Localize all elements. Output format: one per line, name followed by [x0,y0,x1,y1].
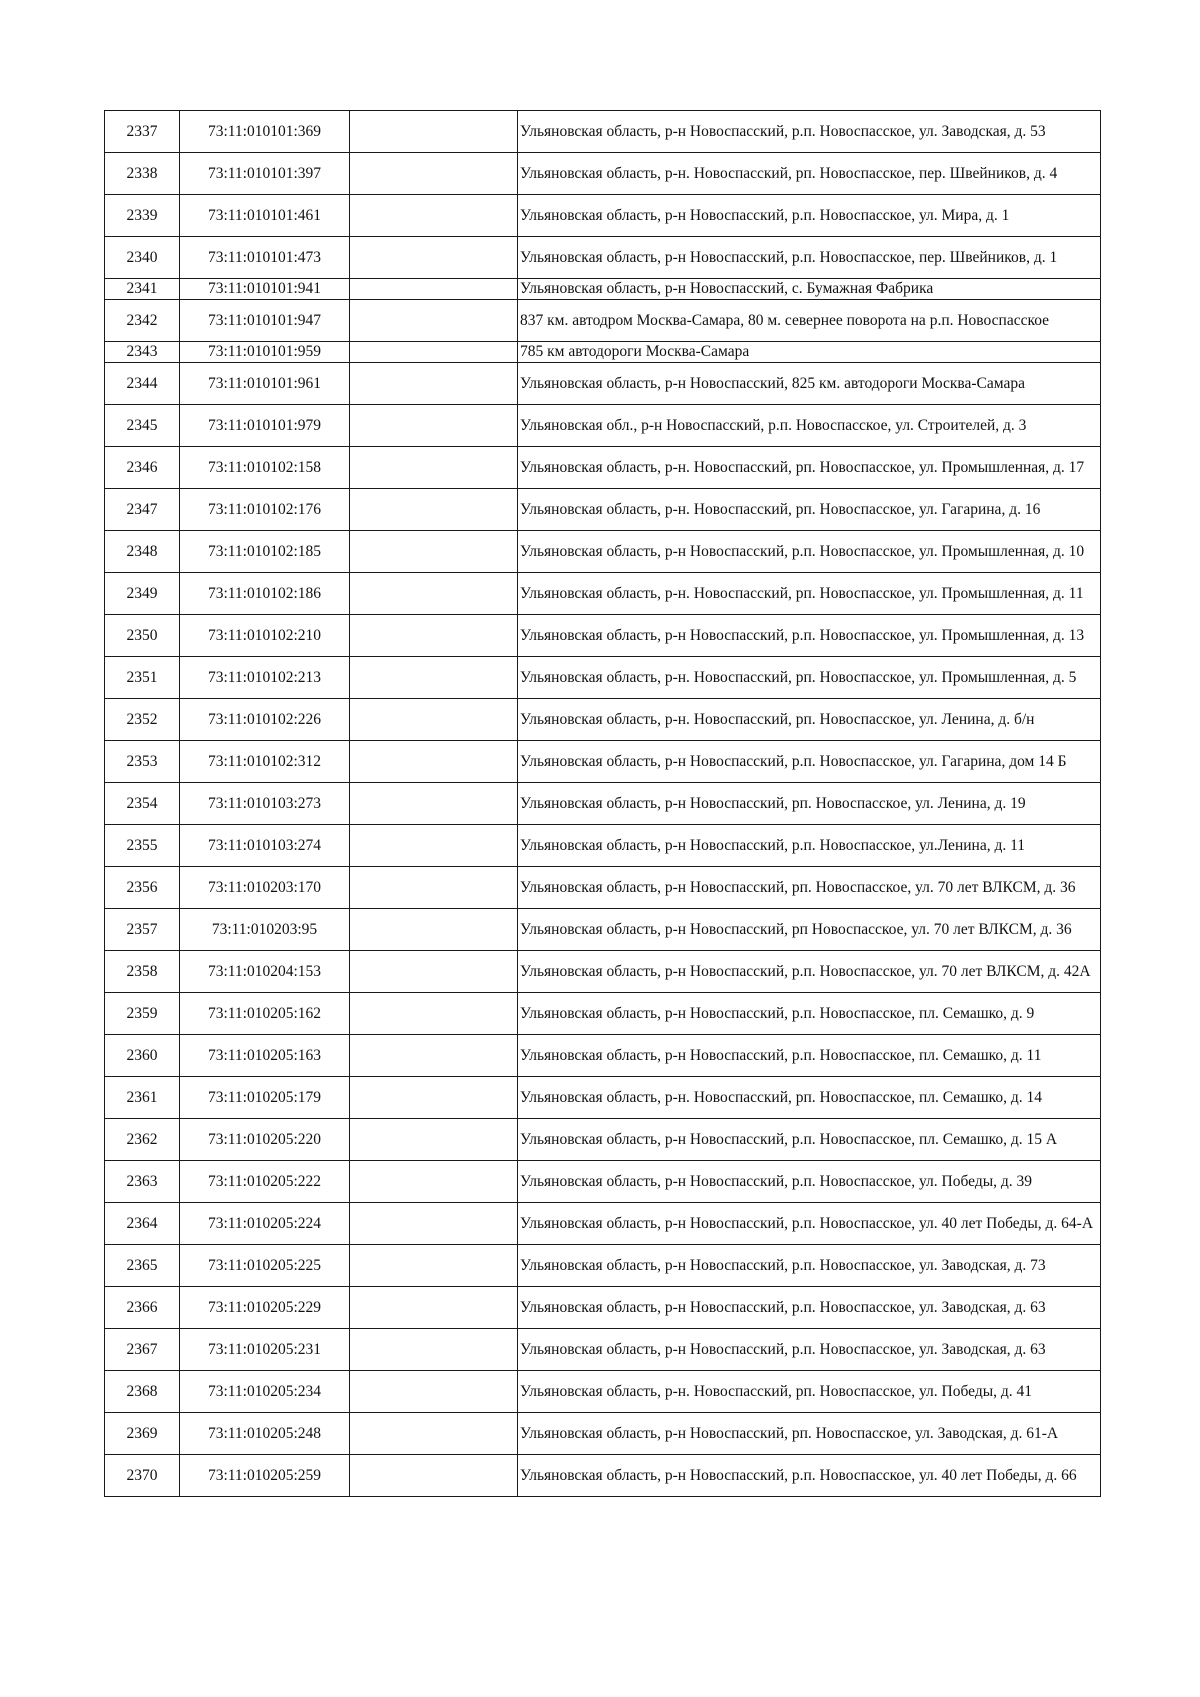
row-number-cell: 2339 [105,195,180,237]
row-number-cell: 2342 [105,300,180,342]
address-cell: 837 км. автодром Москва-Самара, 80 м. севернее поворота на р.п. Новоспасское [518,300,1101,342]
empty-cell [350,993,518,1035]
cadastral-number-cell: 73:11:010102:158 [180,447,350,489]
cadastral-number-cell: 73:11:010205:224 [180,1203,350,1245]
empty-cell [350,111,518,153]
empty-cell [350,1119,518,1161]
empty-cell [350,657,518,699]
empty-cell [350,1035,518,1077]
cadastral-number-cell: 73:11:010205:220 [180,1119,350,1161]
table-row [105,573,1101,615]
empty-cell [350,1287,518,1329]
address-cell: Ульяновская область, р-н Новоспасский, р.п. Новоспасское, ул. Мира, д. 1 [518,195,1101,237]
row-number-cell: 2345 [105,405,180,447]
cadastral-number-cell: 73:11:010205:229 [180,1287,350,1329]
address-cell: Ульяновская область, р-н Новоспасский, р.п. Новоспасское, ул. Промышленная, д. 13 [518,615,1101,657]
address-cell: Ульяновская область, р-н. Новоспасский, рп. Новоспасское, ул. Гагарина, д. 16 [518,489,1101,531]
address-cell: Ульяновская область, р-н Новоспасский, р.п. Новоспасское, ул. Промышленная, д. 10 [518,531,1101,573]
cadastral-number-cell: 73:11:010103:274 [180,825,350,867]
address-cell: Ульяновская область, р-н Новоспасский, р.п. Новоспасское, ул.Ленина, д. 11 [518,825,1101,867]
row-number-cell: 2338 [105,153,180,195]
table-row [105,1077,1101,1119]
row-number-cell: 2350 [105,615,180,657]
empty-cell [350,741,518,783]
row-number-cell: 2369 [105,1413,180,1455]
table-row [105,1203,1101,1245]
empty-cell [350,447,518,489]
table-row [105,111,1101,153]
row-number-cell: 2357 [105,909,180,951]
row-number-cell: 2365 [105,1245,180,1287]
cadastral-number-cell: 73:11:010101:473 [180,237,350,279]
table-row [105,300,1101,342]
address-cell: Ульяновская область, р-н Новоспасский, р.п. Новоспасское, пл. Семашко, д. 15 А [518,1119,1101,1161]
row-number-cell: 2367 [105,1329,180,1371]
cadastral-number-cell: 73:11:010205:225 [180,1245,350,1287]
table-row [105,447,1101,489]
address-cell: Ульяновская область, р-н Новоспасский, р.п. Новоспасское, пл. Семашко, д. 11 [518,1035,1101,1077]
address-cell: Ульяновская область, р-н Новоспасский, р.п. Новоспасское, ул. 70 лет ВЛКСМ, д. 42А [518,951,1101,993]
address-cell: Ульяновская область, р-н Новоспасский, рп. Новоспасское, ул. 70 лет ВЛКСМ, д. 36 [518,867,1101,909]
address-cell: Ульяновская область, р-н Новоспасский, р.п. Новоспасское, ул. Заводская, д. 63 [518,1287,1101,1329]
table-row [105,951,1101,993]
empty-cell [350,405,518,447]
table-row [105,1287,1101,1329]
cadastral-number-cell: 73:11:010205:162 [180,993,350,1035]
address-cell: Ульяновская область, р-н Новоспасский, р.п. Новоспасское, ул. Заводская, д. 53 [518,111,1101,153]
empty-cell [350,237,518,279]
row-number-cell: 2356 [105,867,180,909]
cadastral-number-cell: 73:11:010205:234 [180,1371,350,1413]
row-number-cell: 2352 [105,699,180,741]
empty-cell [350,573,518,615]
registry-table-body [105,111,1101,1497]
address-cell: Ульяновская область, р-н. Новоспасский, рп. Новоспасское, ул. Ленина, д. б/н [518,699,1101,741]
cadastral-number-cell: 73:11:010101:369 [180,111,350,153]
empty-cell [350,279,518,300]
empty-cell [350,195,518,237]
cadastral-number-cell: 73:11:010204:153 [180,951,350,993]
empty-cell [350,342,518,363]
address-cell: Ульяновская область, р-н. Новоспасский, рп. Новоспасское, ул. Промышленная, д. 11 [518,573,1101,615]
table-row [105,342,1101,363]
empty-cell [350,1245,518,1287]
empty-cell [350,1455,518,1497]
empty-cell [350,1161,518,1203]
row-number-cell: 2340 [105,237,180,279]
empty-cell [350,363,518,405]
row-number-cell: 2368 [105,1371,180,1413]
address-cell: Ульяновская обл., р-н Новоспасский, р.п. Новоспасское, ул. Строителей, д. 3 [518,405,1101,447]
address-cell: Ульяновская область, р-н Новоспасский, р.п. Новоспасское, ул. Победы, д. 39 [518,1161,1101,1203]
cadastral-number-cell: 73:11:010101:959 [180,342,350,363]
cadastral-number-cell: 73:11:010101:941 [180,279,350,300]
cadastral-number-cell: 73:11:010203:170 [180,867,350,909]
address-cell: Ульяновская область, р-н Новоспасский, р.п. Новоспасское, пл. Семашко, д. 9 [518,993,1101,1035]
empty-cell [350,951,518,993]
table-row [105,741,1101,783]
address-cell: Ульяновская область, р-н. Новоспасский, рп. Новоспасское, пер. Швейников, д. 4 [518,153,1101,195]
table-row [105,237,1101,279]
table-row [105,867,1101,909]
cadastral-number-cell: 73:11:010102:176 [180,489,350,531]
table-row [105,993,1101,1035]
table-row [105,405,1101,447]
row-number-cell: 2343 [105,342,180,363]
empty-cell [350,825,518,867]
row-number-cell: 2344 [105,363,180,405]
empty-cell [350,699,518,741]
empty-cell [350,783,518,825]
row-number-cell: 2337 [105,111,180,153]
row-number-cell: 2355 [105,825,180,867]
row-number-cell: 2363 [105,1161,180,1203]
address-cell: Ульяновская область, р-н Новоспасский, р.п. Новоспасское, ул. 40 лет Победы, д. 66 [518,1455,1101,1497]
table-row [105,1329,1101,1371]
row-number-cell: 2362 [105,1119,180,1161]
cadastral-number-cell: 73:11:010205:163 [180,1035,350,1077]
cadastral-number-cell: 73:11:010203:95 [180,909,350,951]
row-number-cell: 2360 [105,1035,180,1077]
address-cell: Ульяновская область, р-н Новоспасский, рп. Новоспасское, ул. Заводская, д. 61-А [518,1413,1101,1455]
cadastral-number-cell: 73:11:010102:210 [180,615,350,657]
table-row [105,657,1101,699]
empty-cell [350,1371,518,1413]
address-cell: Ульяновская область, р-н Новоспасский, 825 км. автодороги Москва-Самара [518,363,1101,405]
address-cell: Ульяновская область, р-н Новоспасский, р.п. Новоспасское, ул. Заводская, д. 63 [518,1329,1101,1371]
table-row [105,699,1101,741]
address-cell: Ульяновская область, р-н. Новоспасский, рп. Новоспасское, ул. Победы, д. 41 [518,1371,1101,1413]
row-number-cell: 2349 [105,573,180,615]
table-row [105,825,1101,867]
empty-cell [350,867,518,909]
table-row [105,279,1101,300]
cadastral-number-cell: 73:11:010205:248 [180,1413,350,1455]
cadastral-number-cell: 73:11:010101:947 [180,300,350,342]
address-cell: Ульяновская область, р-н Новоспасский, р.п. Новоспасское, ул. Гагарина, дом 14 Б [518,741,1101,783]
registry-table [104,110,1101,1497]
row-number-cell: 2351 [105,657,180,699]
row-number-cell: 2347 [105,489,180,531]
table-row [105,153,1101,195]
cadastral-number-cell: 73:11:010103:273 [180,783,350,825]
table-row [105,363,1101,405]
address-cell: Ульяновская область, р-н. Новоспасский, рп. Новоспасское, ул. Промышленная, д. 17 [518,447,1101,489]
empty-cell [350,615,518,657]
table-row [105,1161,1101,1203]
cadastral-number-cell: 73:11:010205:231 [180,1329,350,1371]
address-cell: Ульяновская область, р-н Новоспасский, рп. Новоспасское, ул. Ленина, д. 19 [518,783,1101,825]
table-row [105,909,1101,951]
row-number-cell: 2359 [105,993,180,1035]
cadastral-number-cell: 73:11:010205:222 [180,1161,350,1203]
empty-cell [350,153,518,195]
empty-cell [350,300,518,342]
empty-cell [350,909,518,951]
table-row [105,1371,1101,1413]
row-number-cell: 2370 [105,1455,180,1497]
cadastral-number-cell: 73:11:010102:185 [180,531,350,573]
address-cell: Ульяновская область, р-н. Новоспасский, рп. Новоспасское, ул. Промышленная, д. 5 [518,657,1101,699]
address-cell: Ульяновская область, р-н Новоспасский, р.п. Новоспасское, пер. Швейников, д. 1 [518,237,1101,279]
table-row [105,195,1101,237]
cadastral-number-cell: 73:11:010101:397 [180,153,350,195]
row-number-cell: 2366 [105,1287,180,1329]
cadastral-number-cell: 73:11:010102:312 [180,741,350,783]
empty-cell [350,489,518,531]
row-number-cell: 2364 [105,1203,180,1245]
cadastral-number-cell: 73:11:010101:461 [180,195,350,237]
row-number-cell: 2358 [105,951,180,993]
row-number-cell: 2348 [105,531,180,573]
table-row [105,1119,1101,1161]
address-cell: Ульяновская область, р-н Новоспасский, р.п. Новоспасское, ул. Заводская, д. 73 [518,1245,1101,1287]
cadastral-number-cell: 73:11:010205:179 [180,1077,350,1119]
empty-cell [350,1413,518,1455]
table-row [105,1413,1101,1455]
cadastral-number-cell: 73:11:010102:226 [180,699,350,741]
table-row [105,1035,1101,1077]
cadastral-number-cell: 73:11:010101:979 [180,405,350,447]
table-row [105,1245,1101,1287]
row-number-cell: 2361 [105,1077,180,1119]
empty-cell [350,1077,518,1119]
cadastral-number-cell: 73:11:010101:961 [180,363,350,405]
row-number-cell: 2353 [105,741,180,783]
empty-cell [350,1203,518,1245]
empty-cell [350,1329,518,1371]
address-cell: Ульяновская область, р-н Новоспасский, с. Бумажная Фабрика [518,279,1101,300]
table-row [105,489,1101,531]
address-cell: Ульяновская область, р-н. Новоспасский, рп. Новоспасское, пл. Семашко, д. 14 [518,1077,1101,1119]
cadastral-number-cell: 73:11:010205:259 [180,1455,350,1497]
table-row [105,1455,1101,1497]
row-number-cell: 2354 [105,783,180,825]
table-row [105,783,1101,825]
empty-cell [350,531,518,573]
cadastral-number-cell: 73:11:010102:186 [180,573,350,615]
address-cell: Ульяновская область, р-н Новоспасский, рп Новоспасское, ул. 70 лет ВЛКСМ, д. 36 [518,909,1101,951]
table-row [105,615,1101,657]
address-cell: 785 км автодороги Москва-Самара [518,342,1101,363]
address-cell: Ульяновская область, р-н Новоспасский, р.п. Новоспасское, ул. 40 лет Победы, д. 64-А [518,1203,1101,1245]
table-row [105,531,1101,573]
row-number-cell: 2346 [105,447,180,489]
cadastral-number-cell: 73:11:010102:213 [180,657,350,699]
row-number-cell: 2341 [105,279,180,300]
